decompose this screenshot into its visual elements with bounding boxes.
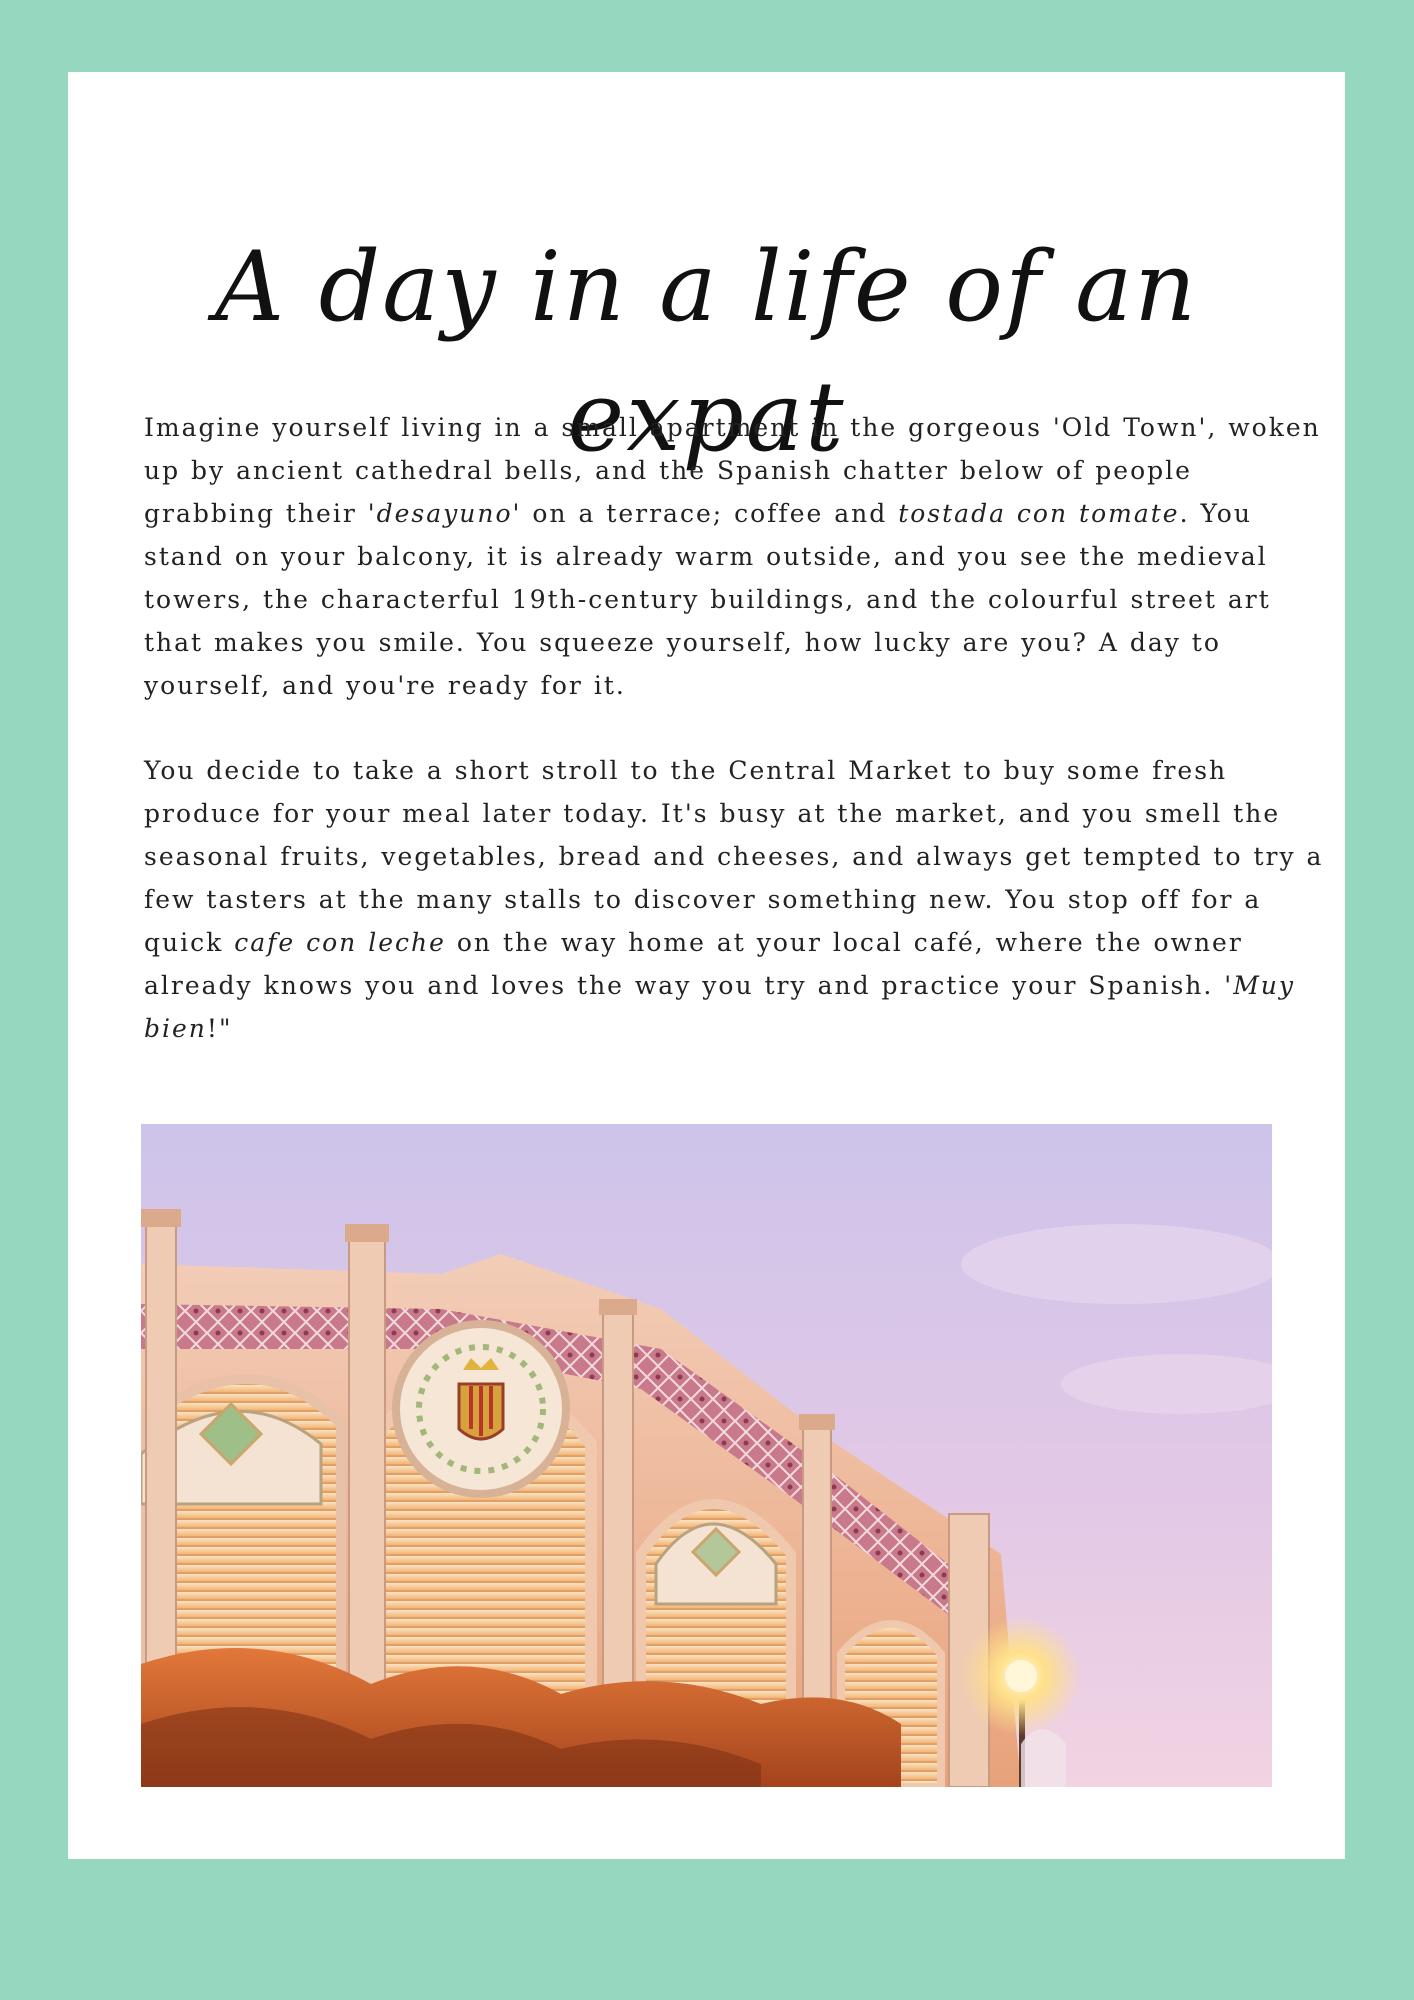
paragraph-intro-text-1: Imagine yourself living in a small apartment in the gorgeous 'Old Town', woken up by ancient cathedral bells, and the Spanish chatter below of people grabbing their ' xyxy=(144,413,1321,528)
central-market-photo xyxy=(141,1124,1272,1787)
paragraph-market-text-3: !" xyxy=(206,1014,233,1043)
paragraph-market xyxy=(144,749,1324,1050)
page-title: A day in a life of an expat xyxy=(214,231,1199,473)
paragraph-market-emphasis-1: cafe con leche xyxy=(234,928,446,957)
paragraph-market-emphasis-2: Muy bien xyxy=(144,971,1296,1043)
paragraph-intro-text-2: ' on a terrace; coffee and xyxy=(512,499,899,528)
paragraph-intro xyxy=(144,406,1324,707)
paragraph-market-text-2: on the way home at your local café, where the owner already knows you and loves the way you try and practice your Spanish. ' xyxy=(144,928,1243,1000)
paragraph-intro-text-3: . You stand on your balcony, it is already warm outside, and you see the medieval towers, the characterful 19th-century buildings, and the colourful street art that makes you smile. You squeeze yourself, how lucky are you? A day to yourself, and you're ready for it. xyxy=(144,499,1271,700)
paragraph-market-text-1: You decide to take a short stroll to the Central Market to buy some fresh produce for your meal later today. It's busy at the market, and you smell the seasonal fruits, vegetables, bread and cheeses, and always get tempted to try a few tasters at the many stalls to discover something new. You stop off for a quick xyxy=(144,756,1324,957)
paragraph-intro-emphasis-1: desayuno xyxy=(376,499,513,528)
page-card xyxy=(68,72,1345,1859)
paragraph-intro-emphasis-2: tostada con tomate xyxy=(898,499,1180,528)
central-market-illustration xyxy=(141,1124,1272,1787)
